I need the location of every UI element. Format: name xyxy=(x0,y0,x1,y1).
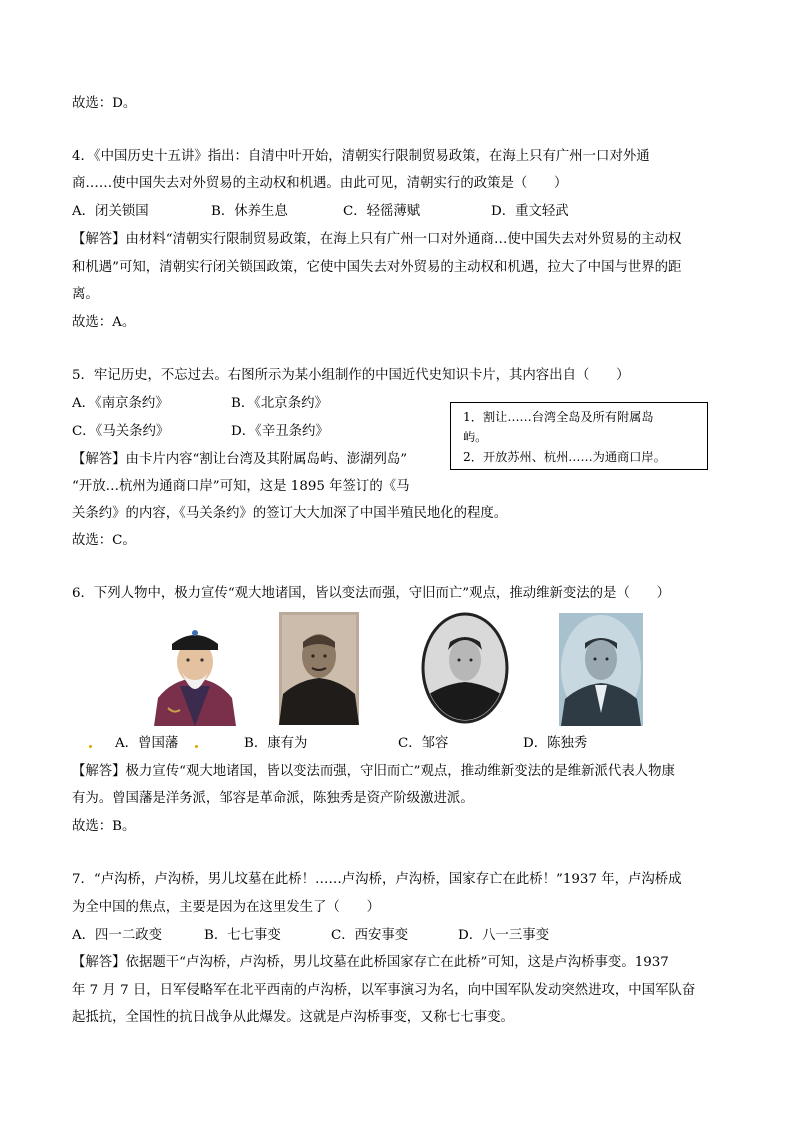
q6-option-c: C．邹容 xyxy=(398,736,449,751)
q7-option-b: B．七七事变 xyxy=(204,928,281,943)
q4-stem-line1: 4．《中国历史十五讲》指出：自清中叶开始，清朝实行限制贸易政策，在海上只有广州一口对外通 xyxy=(72,149,650,164)
card-line1: 1．割让……台湾全岛及所有附属岛 xyxy=(463,410,654,424)
q7-stem-line1: 7．“卢沟桥，卢沟桥，男儿坟墓在此桥！……卢沟桥，卢沟桥，国家存亡在此桥！”1937 年，卢沟桥成 xyxy=(72,872,682,887)
q5-option-a: A．《南京条约》 xyxy=(72,396,169,411)
q6-option-d: D．陈独秀 xyxy=(523,736,588,751)
q3-conclusion: 故选：D。 xyxy=(72,96,137,111)
portrait-zeng-guofan xyxy=(152,614,238,726)
q4-conclusion: 故选：A。 xyxy=(72,315,136,330)
q4-answer-line1: 【解答】由材料“清朝实行限制贸易政策，在海上只有广州一口对外通商…使中国失去对外贸易的主动权 xyxy=(72,232,682,247)
q7-option-d: D．八一三事变 xyxy=(458,928,550,943)
q4-answer-line2: 和机遇”可知，清朝实行闭关锁国政策，它使中国失去对外贸易的主动权和机遇，拉大了中国与世界的距 xyxy=(72,260,682,275)
q4-option-d: D．重文轻武 xyxy=(491,204,569,219)
q6-stem-line1: 6．下列人物中，极力宣传“观大地诸国，皆以变法而强，守旧而亡”观点，推动维新变法的是（ ） xyxy=(72,586,671,601)
q5-answer-line2: “开放…杭州为通商口岸”可知，这是 1895 年签订的《马 xyxy=(72,479,410,494)
q7-option-c: C．西安事变 xyxy=(331,928,409,943)
q6-answer-line1: 【解答】极力宣传“观大地诸国，皆以变法而强，守旧而亡”观点，推动维新变法的是维新派代表人物康 xyxy=(72,764,675,779)
q7-answer-line1: 【解答】依据题干“卢沟桥，卢沟桥，男儿坟墓在此桥国家存亡在此桥”可知，这是卢沟桥事变。1937 xyxy=(72,955,669,970)
portrait-zou-rong xyxy=(420,612,510,725)
q6-conclusion: 故选：B。 xyxy=(72,819,136,834)
q6-option-a: A．曾国藩 xyxy=(115,736,179,751)
q4-stem-line2: 商……使中国失去对外贸易的主动权和机遇。由此可见，清朝实行的政策是（ ） xyxy=(72,176,568,191)
q4-option-a: A．闭关锁国 xyxy=(72,204,149,219)
q5-option-b: B．《北京条约》 xyxy=(231,396,328,411)
q5-option-d: D．《辛丑条约》 xyxy=(231,424,329,439)
q7-answer-line3: 起抵抗，全国性的抗日战争从此爆发。这就是卢沟桥事变，又称七七事变。 xyxy=(72,1010,514,1025)
q6-answer-line2: 有为。曾国藩是洋务派，邹容是革命派，陈独秀是资产阶级激进派。 xyxy=(72,791,474,806)
card-line2: 屿。 xyxy=(463,430,488,444)
q5-option-c: C．《马关条约》 xyxy=(72,424,170,439)
q4-answer-line3: 离。 xyxy=(72,287,99,302)
q5-stem-line1: 5．牢记历史，不忘过去。右图所示为某小组制作的中国近代史知识卡片，其内容出自（ ） xyxy=(72,368,630,383)
q7-stem-line2: 为全中国的焦点，主要是因为在这里发生了（ ） xyxy=(72,900,380,915)
decorative-dot xyxy=(195,745,198,748)
q4-option-c: C．轻徭薄赋 xyxy=(343,204,421,219)
card-line3: 2．开放苏州、杭州……为通商口岸。 xyxy=(463,450,666,464)
portrait-chen-duxiu xyxy=(559,613,643,726)
portrait-kang-youwei xyxy=(279,612,359,725)
q4-option-b: B．休养生息 xyxy=(211,204,288,219)
q7-option-a: A．四一二政变 xyxy=(72,928,163,943)
q7-answer-line2: 年 7 月 7 日，日军侵略军在北平西南的卢沟桥，以军事演习为名，向中国军队发动突然进攻，中国军队奋 xyxy=(72,983,696,998)
q6-option-b: B．康有为 xyxy=(244,736,308,751)
decorative-dot xyxy=(89,745,92,748)
q5-conclusion: 故选：C。 xyxy=(72,533,136,548)
q5-answer-line3: 关条约》的内容，《马关条约》的签订大大加深了中国半殖民地化的程度。 xyxy=(72,506,508,521)
q5-answer-line1: 【解答】由卡片内容“割让台湾及其附属岛屿、澎湖列岛” xyxy=(72,452,408,467)
knowledge-card xyxy=(450,402,708,470)
